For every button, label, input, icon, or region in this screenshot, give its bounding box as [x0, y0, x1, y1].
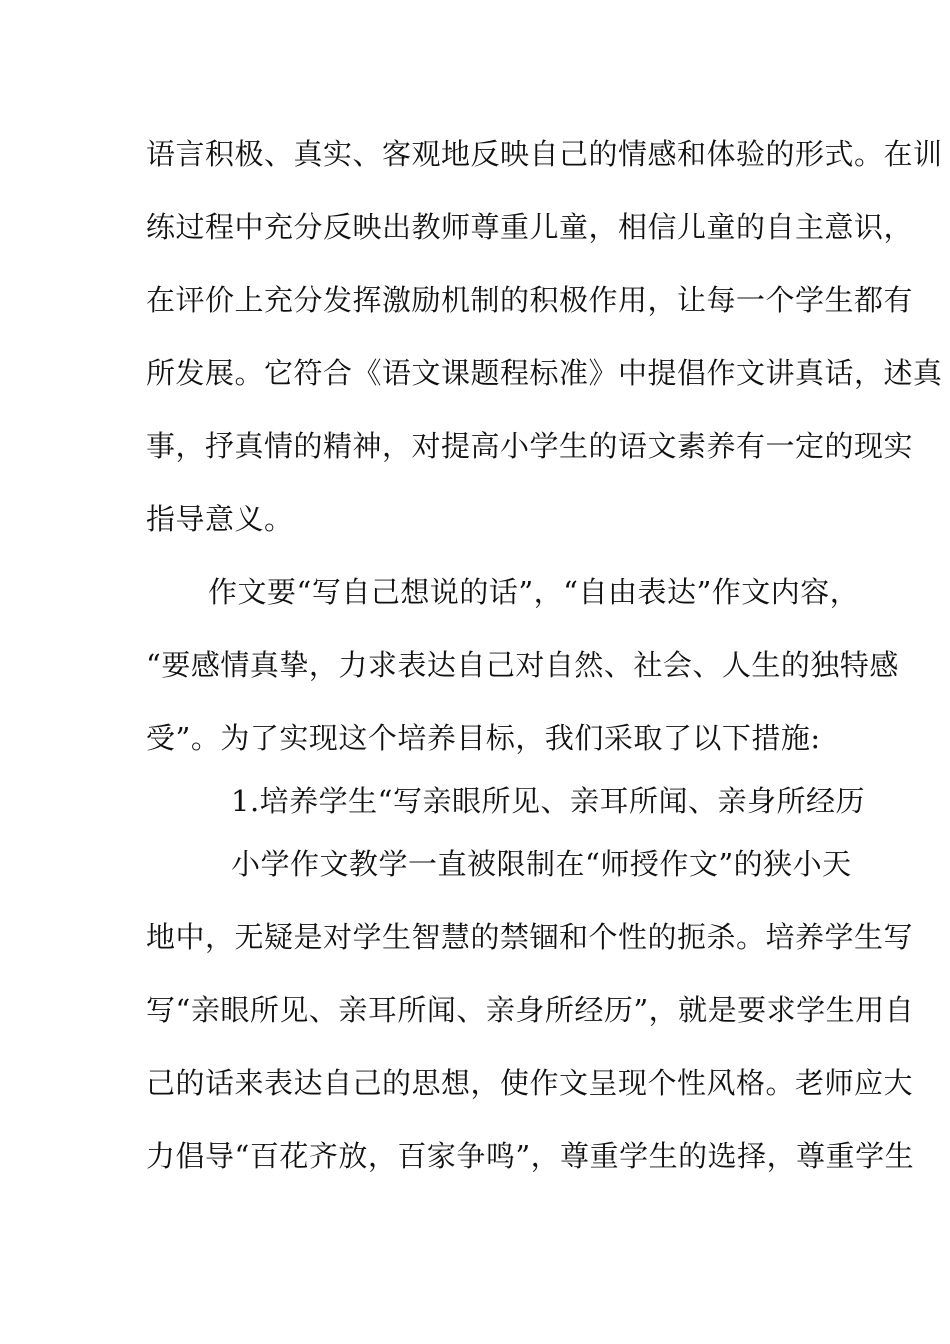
paragraph-3-line-3: 写“亲眼所见、亲耳所闻、亲身所经历”，就是要求学生用自	[146, 993, 915, 1027]
paragraph-1-line-5: 事，抒真情的精神，对提高小学生的语文素养有一定的现实	[146, 429, 914, 463]
paragraph-3-line-2: 地中，无疑是对学生智慧的禁锢和个性的扼杀。培养学生写	[146, 920, 914, 954]
paragraph-1-line-2: 练过程中充分反映出教师尊重儿童，相信儿童的自主意识，	[146, 210, 914, 244]
paragraph-3-line-1: 小学作文教学一直被限制在“师授作文”的狭小天	[231, 847, 852, 881]
paragraph-1-line-3: 在评价上充分发挥激励机制的积极作用，让每一个学生都有	[146, 283, 914, 317]
paragraph-3-line-4: 己的话来表达自己的思想，使作文呈现个性风格。老师应大	[146, 1066, 914, 1100]
section-heading-1: 1.培养学生“写亲眼所见、亲耳所闻、亲身所经历	[231, 784, 865, 818]
paragraph-1-line-4: 所发展。它符合《语文课题程标准》中提倡作文讲真话，述真	[146, 356, 943, 390]
paragraph-2-line-3: 受”。为了实现这个培养目标，我们采取了以下措施:	[146, 721, 821, 755]
paragraph-2-line-2: “要感情真挚，力求表达自己对自然、社会、人生的独特感	[146, 648, 899, 682]
paragraph-3-line-5: 力倡导“百花齐放，百家争鸣”，尊重学生的选择，尊重学生	[146, 1139, 915, 1173]
paragraph-1-line-6: 指导意义。	[146, 502, 294, 536]
paragraph-2-line-1: 作文要“写自己想说的话”，“自由表达”作文内容，	[208, 575, 860, 609]
paragraph-1-line-1: 语言积极、真实、客观地反映自己的情感和体验的形式。在训	[146, 137, 943, 171]
